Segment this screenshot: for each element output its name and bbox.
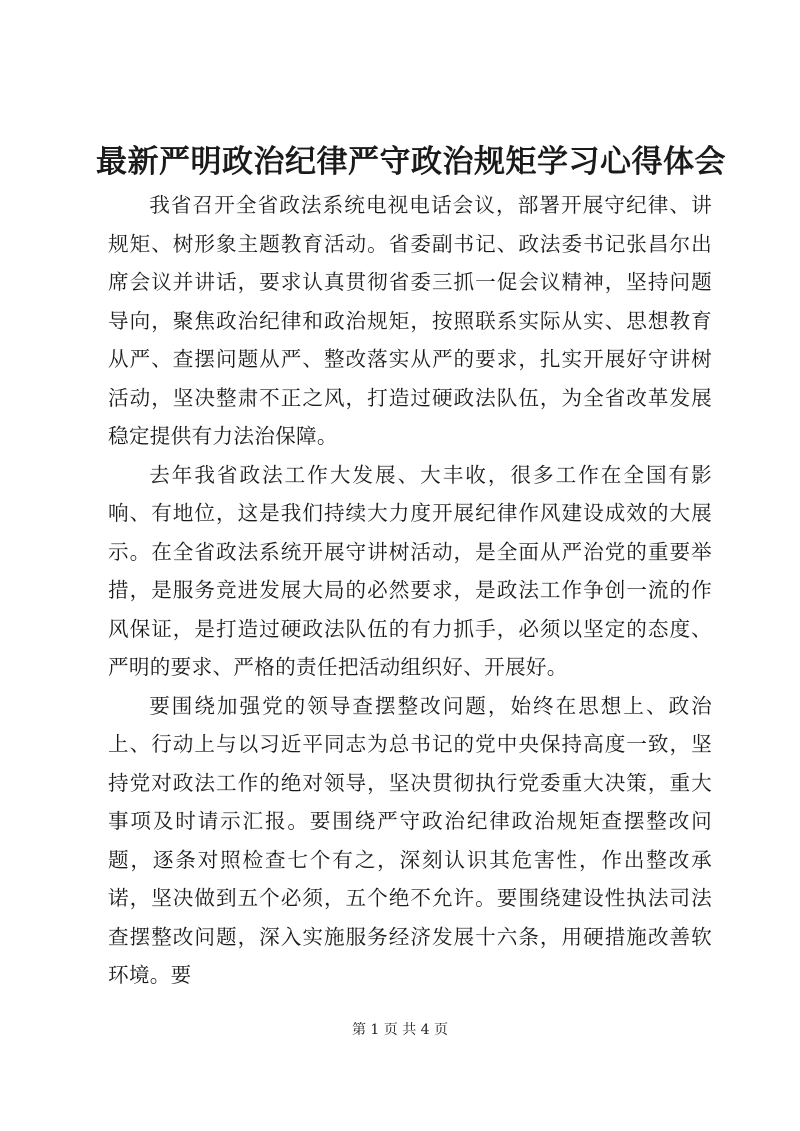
paragraph-2: 去年我省政法工作大发展、大丰收，很多工作在全国有影响、有地位，这是我们持续大力度开展纪律作风建设成效的大展示。在全省政法系统开展守讲树活动，是全面从严治党的重要举措，是服务竞进发展大局的必然要求，是政法工作争创一流的作风保证，是打造过硬政法队伍的有力抓手，必须以坚定的态度、严明的要求、严格的责任把活动组织好、开展好。 xyxy=(108,462,712,679)
document-body xyxy=(108,186,712,995)
paragraph-1: 我省召开全省政法系统电视电话会议，部署开展守纪律、讲规矩、树形象主题教育活动。省委副书记、政法委书记张昌尔出席会议并讲话，要求认真贯彻省委三抓一促会议精神，坚持问题导向，聚焦政治纪律和政治规矩，按照联系实际从实、思想教育从严、查摆问题从严、整改落实从严的要求，扎实开展好守讲树活动，坚决整肃不正之风，打造过硬政法队伍，为全省改革发展稳定提供有力法治保障。 xyxy=(108,193,712,448)
page-footer: 第 1 页 共 4 页 xyxy=(351,1022,449,1038)
document-title: 最新严明政治纪律严守政治规矩学习心得体会 xyxy=(96,144,726,180)
paragraph-3: 要围绕加强党的领导查摆整改问题，始终在思想上、政治上、行动上与以习近平同志为总书记的党中央保持高度一致，坚持党对政法工作的绝对领导，坚决贯彻执行党委重大决策，重大事项及时请示汇报。要围绕严守政治纪律政治规矩查摆整改问题，逐条对照检查七个有之，深刻认识其危害性，作出整改承诺，坚决做到五个必须，五个绝不允许。要围绕建设性执法司法查摆整改问题，深入实施服务经济发展十六条，用硬措施改善软环境。要 xyxy=(108,693,712,987)
